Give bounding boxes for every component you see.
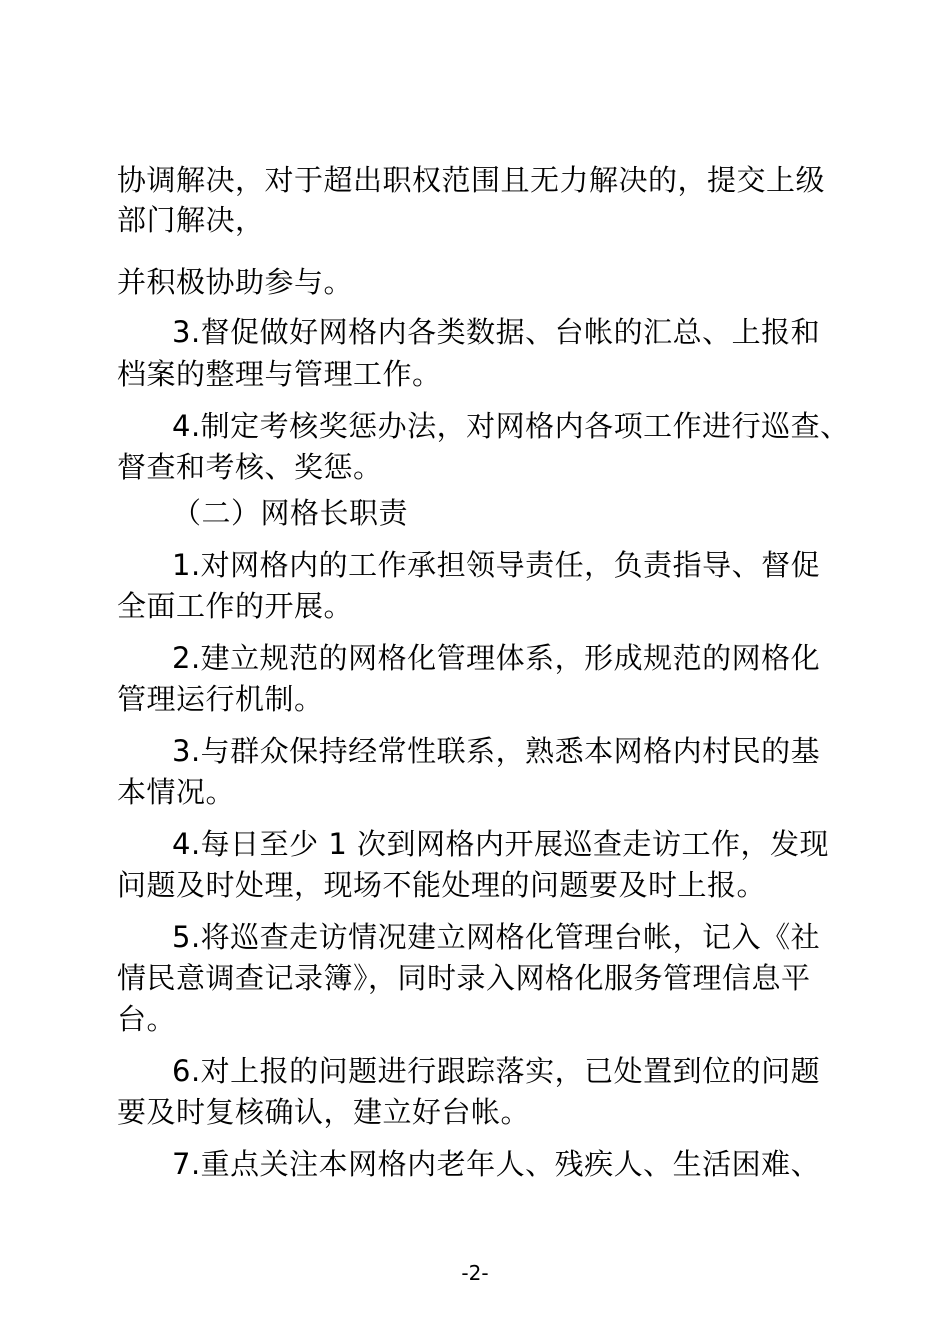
text-line: 问题及时处理，现场不能处理的问题要及时上报。 — [117, 868, 767, 902]
text-line: 督查和考核、奖惩。 — [117, 450, 383, 484]
paragraph-4-line: 4.制定考核奖惩办法，对网格内各项工作进行巡查、 — [172, 409, 850, 443]
paragraph-5-line: 5.将巡查走访情况建立网格化管理台帐，记入《社 — [172, 920, 821, 954]
paragraph-3b-line: 3.与群众保持经常性联系，熟悉本网格内村民的基 — [172, 734, 821, 768]
text-line: 本情况。 — [117, 775, 236, 809]
text-line: 要及时复核确认，建立好台帐。 — [117, 1095, 531, 1129]
paragraph-6-line: 6.对上报的问题进行跟踪落实，已处置到位的问题 — [172, 1054, 821, 1088]
section-heading: （二）网格长职责 — [172, 496, 409, 530]
paragraph-7-line: 7.重点关注本网格内老年人、残疾人、生活困难、 — [172, 1147, 821, 1181]
text-line: 全面工作的开展。 — [117, 589, 354, 623]
text-line: 台。 — [117, 1002, 177, 1036]
paragraph-2-line: 2.建立规范的网格化管理体系，形成规范的网格化 — [172, 641, 821, 675]
text-line: 并积极协助参与。 — [117, 265, 354, 299]
text-line: 档案的整理与管理工作。 — [117, 357, 442, 391]
paragraph-3-line: 3.督促做好网格内各类数据、台帐的汇总、上报和 — [172, 315, 821, 349]
text-line: 协调解决，对于超出职权范围且无力解决的，提交上级 — [117, 163, 826, 197]
paragraph-1-line: 1.对网格内的工作承担领导责任，负责指导、督促 — [172, 548, 821, 582]
text-line: 情民意调查记录簿》，同时录入网格化服务管理信息平 — [117, 961, 811, 995]
page-number: -2- — [461, 1261, 489, 1285]
text-line: 部门解决， — [117, 203, 265, 237]
paragraph-4b-line: 4.每日至少 1 次到网格内开展巡查走访工作，发现 — [172, 827, 830, 861]
text-line: 管理运行机制。 — [117, 682, 324, 716]
